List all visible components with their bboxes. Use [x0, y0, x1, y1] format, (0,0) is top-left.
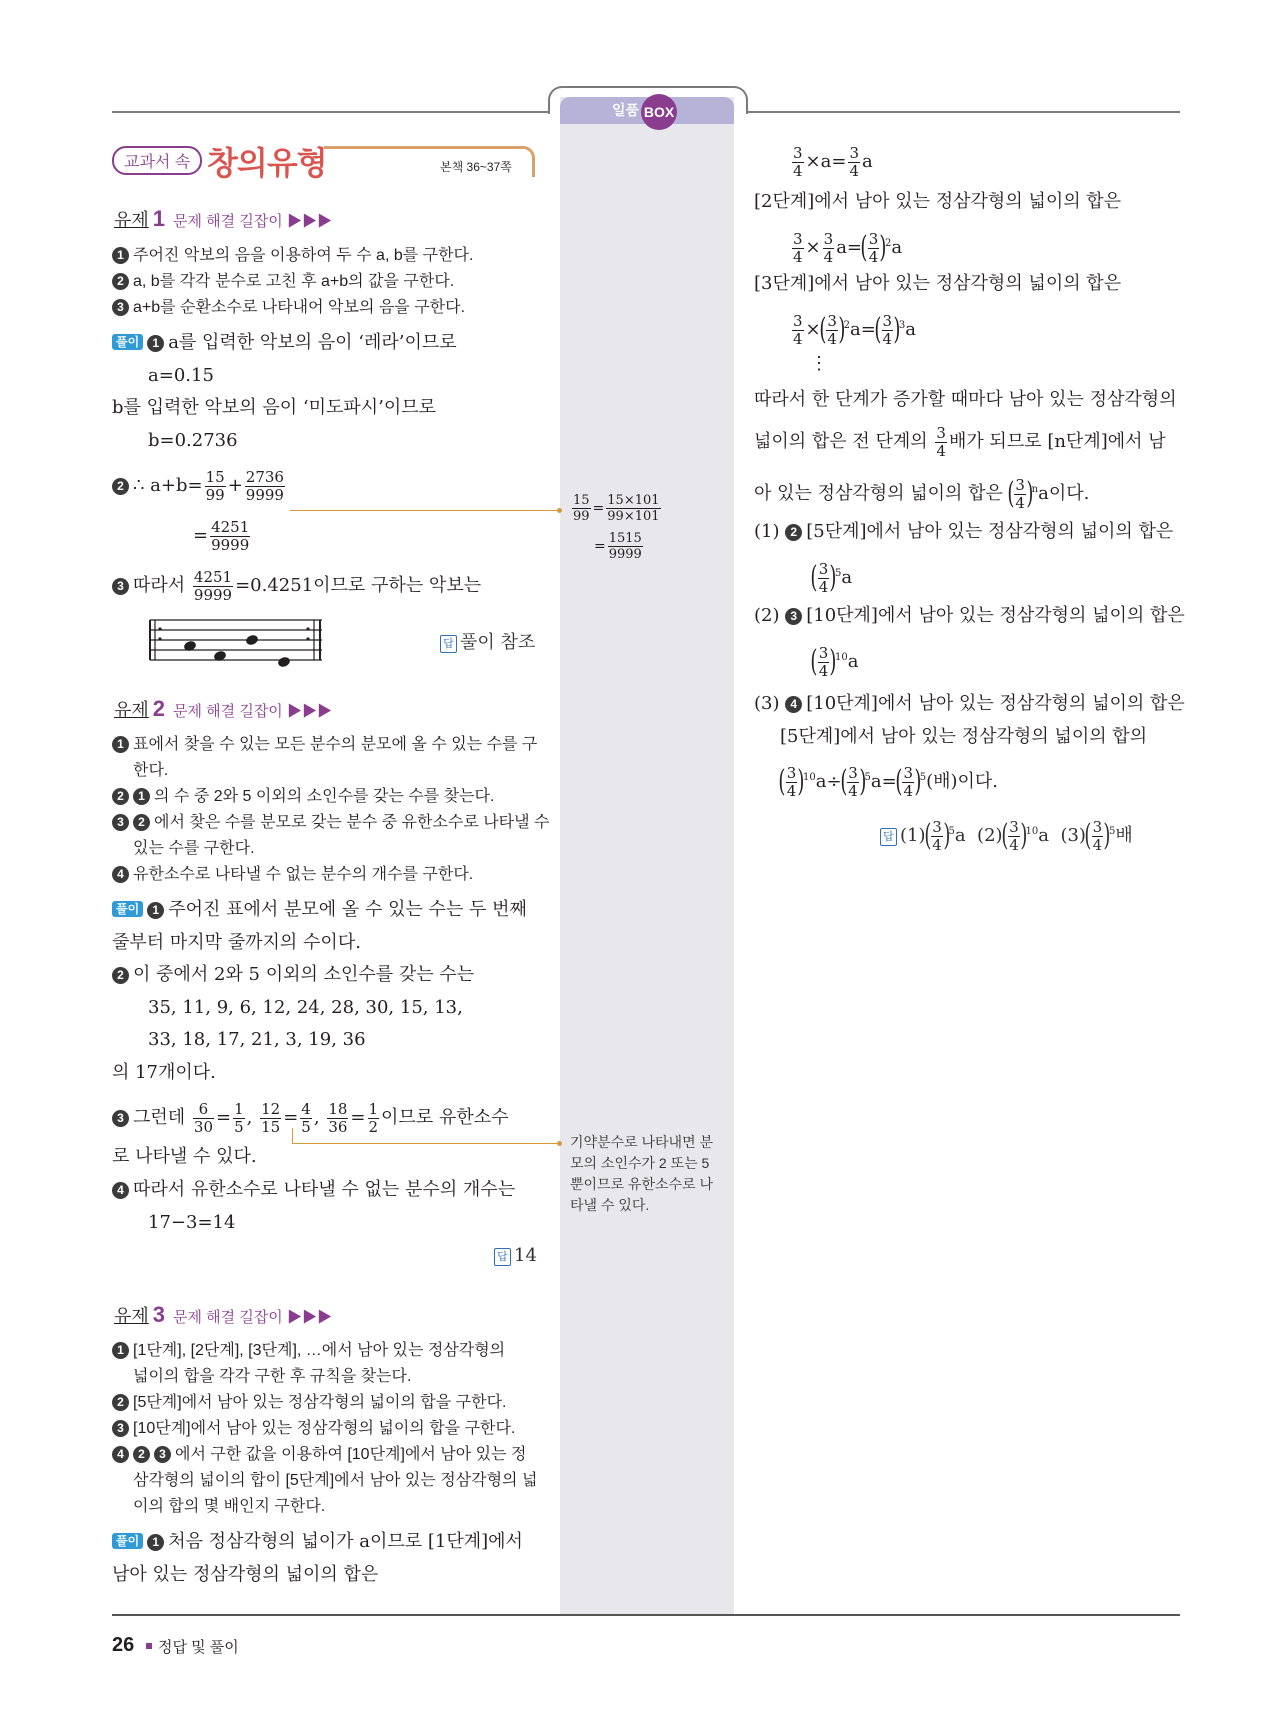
- fraction: $\frac{15}{99}$: [573, 493, 590, 524]
- r-eq-2: $\frac{3}{4}$ × $\frac{3}{4}$ a=( $\frac{3}{4}$ )$^2$a: [793, 229, 903, 266]
- answer-icon: 답: [440, 635, 457, 653]
- r-answer: 답 (1)( $\frac{3}{4}$ )$^5$a (2)( $\frac{3}{4}$ )$^{10}$a (3)( $\frac{3}{4}$ )$^5$배: [880, 812, 1133, 856]
- step-number-icon: 4: [785, 696, 802, 713]
- footer-square-icon: [146, 1643, 152, 1649]
- u2-sol-line-1: 풀이 1 주어진 표에서 분모에 올 수 있는 수는 두 번째: [112, 898, 527, 922]
- sidebar-column: [560, 97, 734, 1615]
- r-q1: (1) 2 [5단계]에서 남아 있는 정삼각형의 넓이의 합은: [754, 521, 1174, 542]
- u3-step-1: 1 [1단계], [2단계], [3단계], …에서 남아 있는 정삼각형의: [112, 1340, 505, 1362]
- u1-sol-line-3: b를 입력한 악보의 음이 ‘미도파시’이므로: [112, 397, 437, 418]
- u2-step-1b: 한다.: [133, 762, 169, 779]
- u2-sol-line-7: 3 그런데 $\frac{6}{30}$ = $\frac{1}{5}$ , $\frac{12}{15}$ = $\frac{4}{5}$ , $\frac{18}{36}$ = $\frac{1}{2}$ 이므로 유한소수: [112, 1098, 508, 1138]
- fraction: $\frac{4251}{9999}$: [211, 517, 250, 554]
- u1-sol-line-7: 3 따라서 $\frac{4251}{9999}$ =0.4251이므로 구하는 악보는: [112, 566, 481, 606]
- u1-step-2: 2 a, b를 각각 분수로 고친 후 a+b의 값을 구한다.: [112, 271, 454, 293]
- step-number-icon: 2: [112, 1394, 129, 1411]
- u2-answer: 답 14: [494, 1244, 537, 1268]
- step-number-icon: 2: [112, 967, 129, 984]
- r-q3-eq: ( $\frac{3}{4}$ )$^{10}$a÷( $\frac{3}{4}$ )$^5$a=( $\frac{3}{4}$ )$^5$(배)이다.: [778, 763, 999, 800]
- u3-title: [114, 1302, 332, 1328]
- r-line-c2: 넓이의 합은 전 단계의 $\frac{3}{4}$ 배가 되므로 [n단계]에서 남: [754, 423, 1166, 460]
- solution-badge: 풀이: [112, 1533, 143, 1549]
- section-title: 창의유형: [207, 145, 327, 181]
- u1-sol-line-5: 2 ∴ a+b= $\frac{15}{99}$ + $\frac{2736}{9999}$: [112, 466, 287, 506]
- step-number-icon: 3: [112, 1420, 129, 1437]
- u1-number: 1: [152, 206, 166, 231]
- r-vdots: ⋮: [810, 353, 828, 374]
- fraction: $\frac{6}{30}$: [193, 1099, 213, 1136]
- fraction: $\frac{15\times 101}{99\times 101}$: [607, 493, 660, 524]
- step-number-icon: 3: [785, 608, 802, 625]
- side-fraction-2: = $\frac{1515}{9999}$: [594, 531, 642, 562]
- fraction: $\frac{1515}{9999}$: [608, 531, 642, 562]
- u3-step-2: 2 [5단계]에서 남아 있는 정삼각형의 넓이의 합을 구한다.: [112, 1392, 506, 1414]
- u1-guide: 문제 해결 길잡이 ▶▶▶: [173, 213, 332, 230]
- leader-line-2: [292, 1143, 560, 1144]
- leader-line-2-vert: [292, 1128, 293, 1143]
- fraction: $\frac{3}{4}$: [827, 311, 837, 348]
- fraction: $\frac{3}{4}$: [1009, 817, 1019, 854]
- u2-label: 유제: [114, 700, 149, 720]
- fraction: $\frac{1}{2}$: [368, 1099, 379, 1136]
- section-tag: 교과서 속: [112, 146, 202, 175]
- solution-badge: 풀이: [112, 334, 143, 350]
- step-number-icon: 1: [147, 335, 164, 352]
- step-number-icon: 1: [147, 1534, 164, 1551]
- step-ref-icon: 1: [133, 788, 150, 805]
- step-number-icon: 3: [112, 814, 129, 831]
- u3-step-1b: 넓이의 합을 각각 구한 후 규칙을 찾는다.: [133, 1368, 412, 1385]
- u1-sol-line-2: a=0.15: [148, 365, 214, 386]
- fraction: $\frac{3}{4}$: [849, 143, 860, 180]
- u3-label: 유제: [114, 1306, 149, 1326]
- step-number-icon: 3: [112, 299, 129, 316]
- u2-step-4: 4 유한소수로 나타낼 수 없는 분수의 개수를 구한다.: [112, 864, 473, 886]
- r-q3-b: [5단계]에서 남아 있는 정삼각형의 넓이의 합의: [780, 726, 1148, 747]
- answer-icon: 답: [494, 1248, 511, 1266]
- u2-step-3b: 있는 수를 구한다.: [133, 840, 255, 857]
- u1-sol-line-6: = $\frac{4251}{9999}$: [193, 517, 250, 554]
- fraction: $\frac{3}{4}$: [848, 763, 858, 800]
- step-number-icon: 2: [112, 273, 129, 290]
- r-line-p2: [2단계]에서 남아 있는 정삼각형의 넓이의 합은: [754, 191, 1122, 212]
- u2-number: 2: [152, 696, 166, 721]
- fraction: $\frac{2736}{9999}$: [245, 467, 284, 504]
- u2-guide: 문제 해결 길잡이 ▶▶▶: [173, 703, 332, 720]
- r-line-p3: [3단계]에서 남아 있는 정삼각형의 넓이의 합은: [754, 273, 1122, 294]
- fraction: $\frac{15}{99}$: [205, 467, 225, 504]
- fraction: $\frac{3}{4}$: [868, 229, 879, 266]
- step-number-icon: 3: [112, 1110, 129, 1127]
- u2-sol-line-8: 로 나타낼 수 있다.: [112, 1146, 257, 1167]
- r-q2: (2) 3 [10단계]에서 남아 있는 정삼각형의 넓이의 합은: [754, 605, 1185, 626]
- step-number-icon: 2: [112, 478, 129, 495]
- u1-sol-line-1: 풀이 1 a를 입력한 악보의 음이 ‘레라’이므로: [112, 331, 457, 355]
- step-number-icon: 1: [112, 736, 129, 753]
- fraction: $\frac{3}{4}$: [823, 229, 834, 266]
- fraction: $\frac{3}{4}$: [882, 311, 893, 348]
- fraction: $\frac{1}{5}$: [234, 1099, 244, 1136]
- u1-label: 유제: [114, 210, 149, 230]
- fraction: $\frac{3}{4}$: [818, 643, 829, 680]
- solution-badge: 풀이: [112, 901, 143, 917]
- leader-dot-2: [557, 1141, 562, 1146]
- step-number-icon: 4: [112, 866, 129, 883]
- u2-title: [114, 696, 332, 722]
- u3-step-4c: 이의 합의 몇 배인지 구한다.: [133, 1498, 326, 1515]
- fraction: $\frac{3}{4}$: [1092, 817, 1103, 854]
- u1-answer: 답 풀이 참조: [440, 631, 535, 655]
- u2-step-1: 1 표에서 찾을 수 있는 모든 분수의 분모에 올 수 있는 수를 구: [112, 734, 537, 756]
- u2-sol-line-3: 2 이 중에서 2와 5 이외의 소인수를 갖는 수는: [112, 963, 474, 987]
- u2-sol-line-9: 4 따라서 유한소수로 나타낼 수 없는 분수의 개수는: [112, 1178, 515, 1202]
- fraction: $\frac{3}{4}$: [793, 229, 803, 266]
- fraction: $\frac{4}{5}$: [301, 1099, 311, 1136]
- step-number-icon: 1: [112, 1342, 129, 1359]
- fraction: $\frac{3}{4}$: [818, 559, 829, 596]
- page-reference: 본책 36~37쪽: [440, 160, 512, 174]
- r-eq-1: $\frac{3}{4}$ ×a= $\frac{3}{4}$ a: [793, 143, 873, 180]
- u2-sol-line-6: 의 17개이다.: [112, 1062, 216, 1083]
- u2-sol-line-4: 35, 11, 9, 6, 12, 24, 28, 30, 15, 13,: [148, 997, 463, 1018]
- fraction: $\frac{3}{4}$: [903, 763, 913, 800]
- music-staff-image: [148, 614, 324, 668]
- u1-sol-line-4: b=0.2736: [148, 430, 238, 451]
- step-ref-icon: 2: [133, 814, 150, 831]
- u3-step-3: 3 [10단계]에서 남아 있는 정삼각형의 넓이의 합을 구한다.: [112, 1418, 515, 1440]
- page-number: 26: [112, 1634, 135, 1656]
- bottom-rule: [112, 1614, 1180, 1616]
- u2-step-2: 2 1 의 수 중 2와 5 이외의 소인수를 갖는 수를 찾는다.: [112, 786, 494, 808]
- u2-sol-line-5: 33, 18, 17, 21, 3, 19, 36: [148, 1029, 366, 1050]
- u2-sol-line-2: 줄부터 마지막 줄까지의 수이다.: [112, 932, 361, 953]
- step-number-icon: 1: [147, 902, 164, 919]
- leader-dot-1: [557, 508, 562, 513]
- side-fraction-1: $\frac{15}{99}$ = $\frac{15\times 101}{99\times 101}$: [573, 493, 660, 524]
- fraction: $\frac{3}{4}$: [793, 143, 803, 180]
- step-number-icon: 4: [112, 1446, 129, 1463]
- step-number-icon: 3: [112, 578, 129, 595]
- u3-sol-line-2: 남아 있는 정삼각형의 넓이의 합은: [112, 1564, 379, 1585]
- fraction: $\frac{3}{4}$: [786, 763, 797, 800]
- u1-title: [114, 206, 332, 232]
- r-q3: (3) 4 [10단계]에서 남아 있는 정삼각형의 넓이의 합은: [754, 693, 1185, 714]
- u3-step-4: 4 2 3 에서 구한 값을 이용하여 [10단계]에서 남아 있는 정: [112, 1444, 526, 1466]
- fraction: $\frac{3}{4}$: [793, 311, 803, 348]
- r-q2-eq: ( $\frac{3}{4}$ )$^{10}$a: [810, 643, 859, 680]
- side-note: 기약분수로 나타내면 분 모의 소인수가 2 또는 5 뿐이므로 유한소수로 나 타낼 수 있다.: [570, 1134, 714, 1213]
- leader-line-1: [290, 510, 560, 511]
- u3-number: 3: [152, 1302, 166, 1327]
- fraction: $\frac{12}{15}$: [261, 1099, 281, 1136]
- fraction: $\frac{3}{4}$: [1015, 475, 1025, 512]
- fraction: $\frac{4251}{9999}$: [193, 567, 233, 604]
- u2-sol-line-10: 17−3=14: [148, 1212, 236, 1233]
- u3-step-4b: 삼각형의 넓이의 합이 [5단계]에서 남아 있는 정삼각형의 넓: [133, 1472, 538, 1489]
- r-line-c3: 아 있는 정삼각형의 넓이의 합은 ( $\frac{3}{4}$ )$^n$a이다.: [754, 475, 1090, 512]
- fraction: $\frac{18}{36}$: [328, 1099, 348, 1136]
- u1-step-1: 1 주어진 악보의 음을 이용하여 두 수 a, b를 구한다.: [112, 245, 473, 267]
- step-number-icon: 2: [785, 524, 802, 541]
- sidebar-label: 일품: [612, 102, 640, 118]
- step-number-icon: 1: [112, 247, 129, 264]
- step-ref-icon: 2: [133, 1446, 150, 1463]
- u1-step-3: 3 a+b를 순환소수로 나타내어 악보의 음을 구한다.: [112, 297, 465, 319]
- r-line-c1: 따라서 한 단계가 증가할 때마다 남아 있는 정삼각형의: [754, 389, 1177, 410]
- u2-step-3: 3 2 에서 찾은 수를 분모로 갖는 분수 중 유한소수로 나타낼 수: [112, 812, 550, 834]
- step-number-icon: 2: [112, 788, 129, 805]
- u3-sol-line-1: 풀이 1 처음 정삼각형의 넓이가 a이므로 [1단계]에서: [112, 1530, 523, 1554]
- step-number-icon: 4: [112, 1182, 129, 1199]
- answer-icon: 답: [880, 828, 897, 846]
- r-q1-eq: ( $\frac{3}{4}$ )$^5$a: [810, 559, 853, 596]
- footer-title: 정답 및 풀이: [158, 1639, 239, 1656]
- sidebar-badge: BOX: [641, 94, 677, 130]
- fraction: $\frac{3}{4}$: [932, 817, 942, 854]
- r-eq-3: $\frac{3}{4}$ ×( $\frac{3}{4}$ )$^2$a=( $\frac{3}{4}$ )$^3$a: [793, 311, 916, 348]
- fraction: $\frac{3}{4}$: [936, 423, 946, 460]
- step-ref-icon: 3: [154, 1446, 171, 1463]
- u3-guide: 문제 해결 길잡이 ▶▶▶: [173, 1309, 332, 1326]
